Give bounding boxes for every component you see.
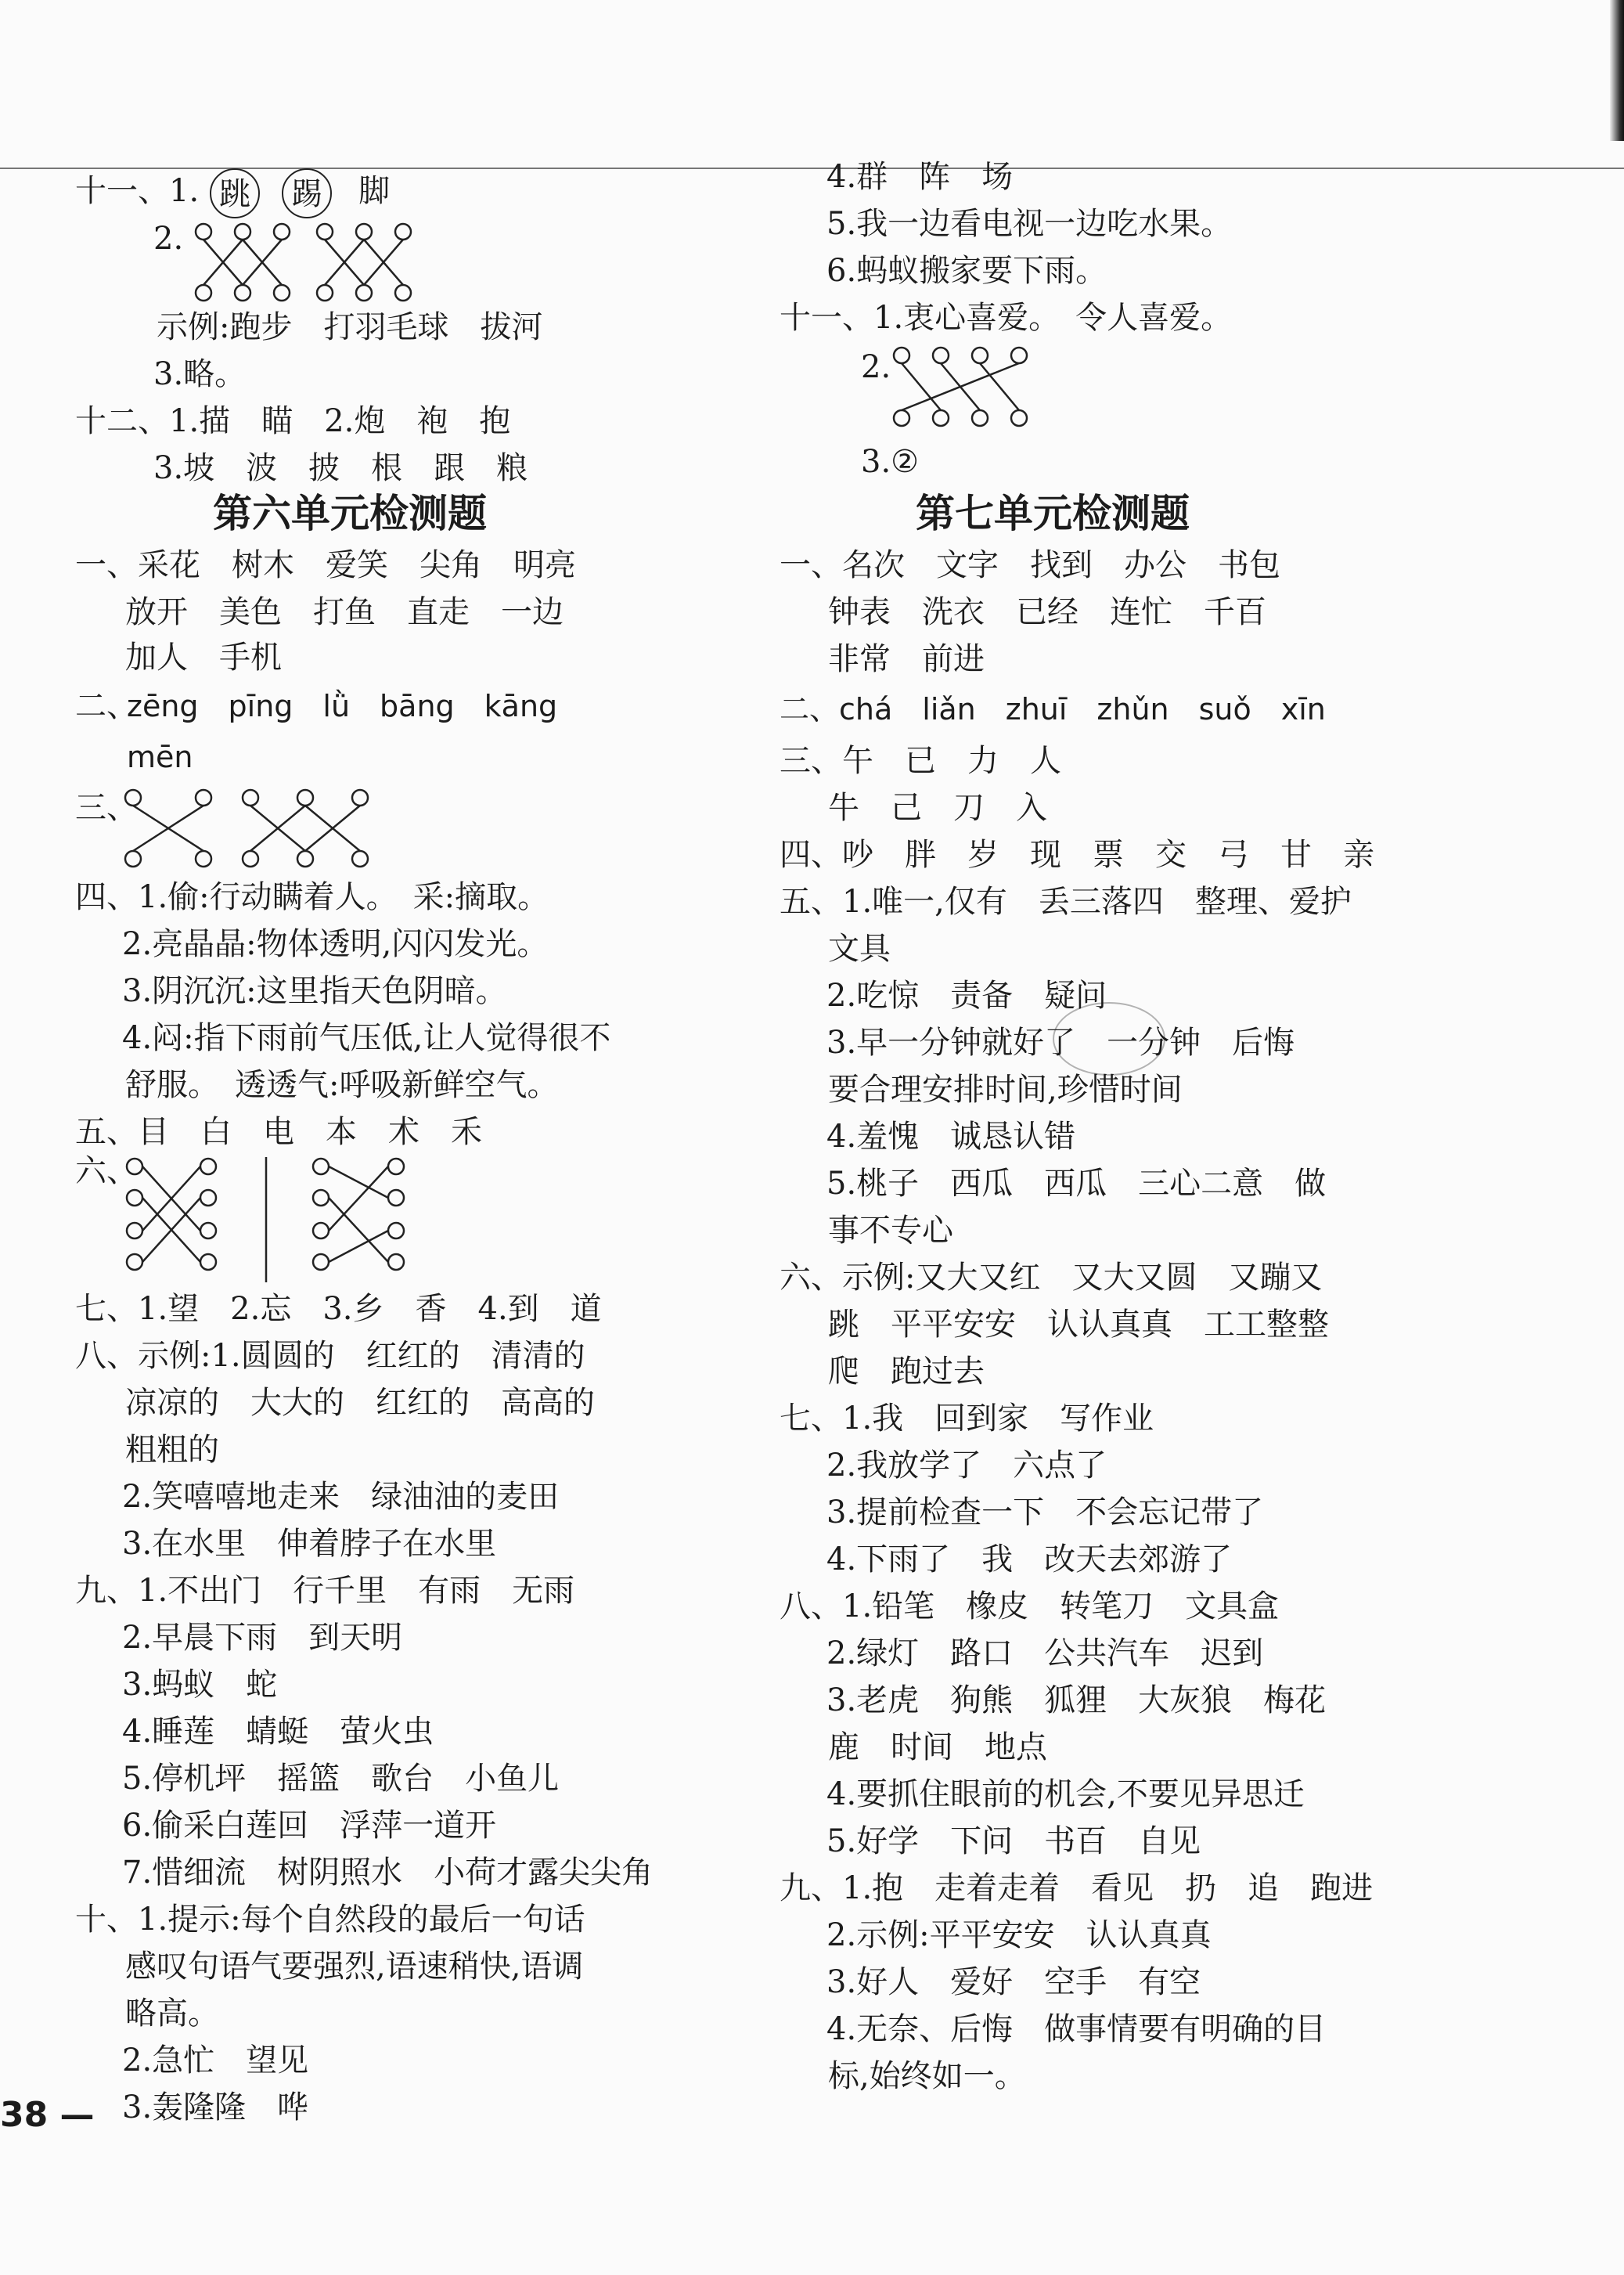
answer-line: 4.无奈、后悔 做事情要有明确的目 [826,2011,1327,2047]
answer-line: 2.亮晶晶:物体透明,闪闪发光。 [122,926,549,962]
answer-line: 略高。 [125,1996,219,2032]
answer-line: 钟表 洗衣 已经 连忙 千百 [828,594,1266,630]
answer-line: 三、午 已 力 人 [780,743,1061,779]
answer-line: 2.早晨下雨 到天明 [122,1620,403,1656]
pinyin-answers: mēn [127,740,193,774]
answer-line: 3.阴沉沉:这里指天色阴暗。 [122,973,507,1009]
answer-label: 三、 [75,790,138,826]
answer-line: 3.略。 [153,356,247,392]
answer-line: 4.要抓住眼前的机会,不要见异思迁 [826,1776,1305,1812]
answer-line: 四、1.偷:行动瞒着人。 采:摘取。 [75,879,549,915]
answer-line: 3.轰隆隆 哗 [122,2089,309,2125]
answer-line: 3.② [861,444,920,480]
answer-line: 3.坡 波 披 根 跟 粮 [153,450,528,486]
answer-line: 感叹句语气要强烈,语速稍快,语调 [125,1949,584,1985]
answer-label: 十一、1. [75,173,200,209]
answer-line: 2.急忙 望见 [122,2042,309,2079]
answer-line: 非常 前进 [828,641,985,677]
answer-line: 七、1.望 2.忘 3.乡 香 4.到 道 [75,1291,602,1327]
answer-label: 六、 [75,1153,138,1189]
answer-line: 事不专心 [828,1213,953,1249]
unit6-title: 第六单元检测题 [213,491,487,536]
answer-line: 4.群 阵 场 [826,159,1014,195]
answer-line: 3.好人 爱好 空手 有空 [826,1964,1201,2000]
answer-line: 五、1.唯一,仅有 丢三落四 整理、爱护 [780,884,1352,920]
answer-line: 5.好学 下问 书百 自见 [826,1823,1201,1859]
answer-line: 4.羞愧 诚恳认错 [826,1119,1076,1155]
answer-line: 2.吃惊 责备 疑问 [826,978,1107,1014]
unit7-title: 第七单元检测题 [916,491,1190,536]
answer-line: 十、1.提示:每个自然段的最后一句话 [75,1902,585,1938]
answer-line: 舒服。 透透气:呼吸新鲜空气。 [125,1067,559,1103]
circled-answer: 跳 [210,168,260,218]
answer-label: 二、 [75,688,138,724]
matching-lines-diagram [117,787,383,873]
answer-line: 标,始终如一。 [828,2058,1026,2094]
answer-line: 4.下雨了 我 改天去郊游了 [826,1541,1233,1577]
answer-line: 6.偷采白莲回 浮萍一道开 [122,1808,497,1844]
answer-line: 2.我放学了 六点了 [826,1448,1107,1484]
answer-line: 四、吵 胖 岁 现 票 交 弓 甘 亲 [780,837,1374,873]
answer-line: 十一、1.衷心喜爱。 令人喜爱。 [780,300,1233,336]
answer-11-2-label: 2. [153,221,184,257]
answer-line: 五、目 白 电 本 术 禾 [75,1114,482,1150]
answer-line: 加人 手机 [125,640,282,676]
answer-line: 示例:跑步 打羽毛球 拔河 [157,309,543,345]
answer-11-1 [75,168,390,214]
answer-line: 3.蚂蚁 蛇 [122,1667,278,1703]
answer-line: 凉凉的 大大的 红红的 高高的 [125,1385,595,1421]
answer-line: 3.早一分钟就好了 一分钟 后悔 [826,1025,1295,1061]
answer-line: 九、1.不出门 行千里 有雨 无雨 [75,1573,575,1609]
answer-line: 要合理安排时间,珍惜时间 [828,1072,1183,1108]
answer-line: 十二、1.描 瞄 2.炮 袍 抱 [75,403,511,439]
answer-line: 九、1.抱 走着走着 看见 扔 追 跑进 [780,1870,1374,1906]
answer-line: 粗粗的 [125,1432,219,1468]
pinyin-answers: 二、chá liǎn zhuī zhǔn suǒ xīn [780,692,1326,726]
answer-line: 牛 己 刀 入 [828,790,1047,826]
answer-line: 3.老虎 狗熊 狐狸 大灰狼 梅花 [826,1682,1327,1718]
answer-line: 5.桃子 西瓜 西瓜 三心二意 做 [826,1166,1327,1202]
answer-line: 一、名次 文字 找到 办公 书包 [780,547,1280,583]
answer-line: 鹿 时间 地点 [828,1729,1047,1765]
answer-line: 5.停机坪 摇篮 歌台 小鱼儿 [122,1761,560,1797]
answer-line: 八、示例:1.圆圆的 红红的 清清的 [75,1338,585,1374]
answer-line: 文具 [828,931,891,967]
circled-answer: 踢 [282,168,332,218]
answer-line: 放开 美色 打鱼 直走 一边 [125,594,564,630]
answer-text: 脚 [358,173,391,209]
page-crease [1610,0,1624,141]
matching-lines-diagram [188,221,438,307]
answer-line: 6.蚂蚁搬家要下雨。 [826,253,1107,289]
answer-line: 7.惜细流 树阴照水 小荷才露尖尖角 [122,1855,654,1891]
answer-line: 3.提前检查一下 不会忘记带了 [826,1494,1264,1530]
matching-lines-diagram [117,1157,415,1290]
answer-line: 5.我一边看电视一边吃水果。 [826,206,1233,242]
answer-line: 八、1.铅笔 橡皮 转笔刀 文具盒 [780,1588,1280,1624]
answer-line: 一、采花 树木 爱笑 尖角 明亮 [75,547,576,583]
answer-line: 2.示例:平平安安 认认真真 [826,1917,1212,1953]
answer-line: 2.笑嘻嘻地走来 绿油油的麦田 [122,1479,560,1515]
page-number: 38 — [0,2095,95,2135]
answer-line: 跳 平平安安 认认真真 工工整整 [828,1307,1329,1343]
answer-line: 2.绿灯 路口 公共汽车 迟到 [826,1635,1264,1671]
answer-line: 六、示例:又大又红 又大又圆 又蹦又 [780,1260,1323,1296]
answer-line: 七、1.我 回到家 写作业 [780,1401,1154,1437]
answer-line: 4.睡莲 蜻蜓 萤火虫 [122,1714,434,1750]
pinyin-answers: zēng pīng lǜ bāng kāng [127,689,558,723]
answer-line: 爬 跑过去 [828,1354,985,1390]
answer-label: 2. [861,349,891,385]
answer-line: 4.闷:指下雨前气压低,让人觉得很不 [122,1020,611,1056]
answer-line: 3.在水里 伸着脖子在水里 [122,1526,497,1562]
matching-lines-diagram [889,344,1061,431]
